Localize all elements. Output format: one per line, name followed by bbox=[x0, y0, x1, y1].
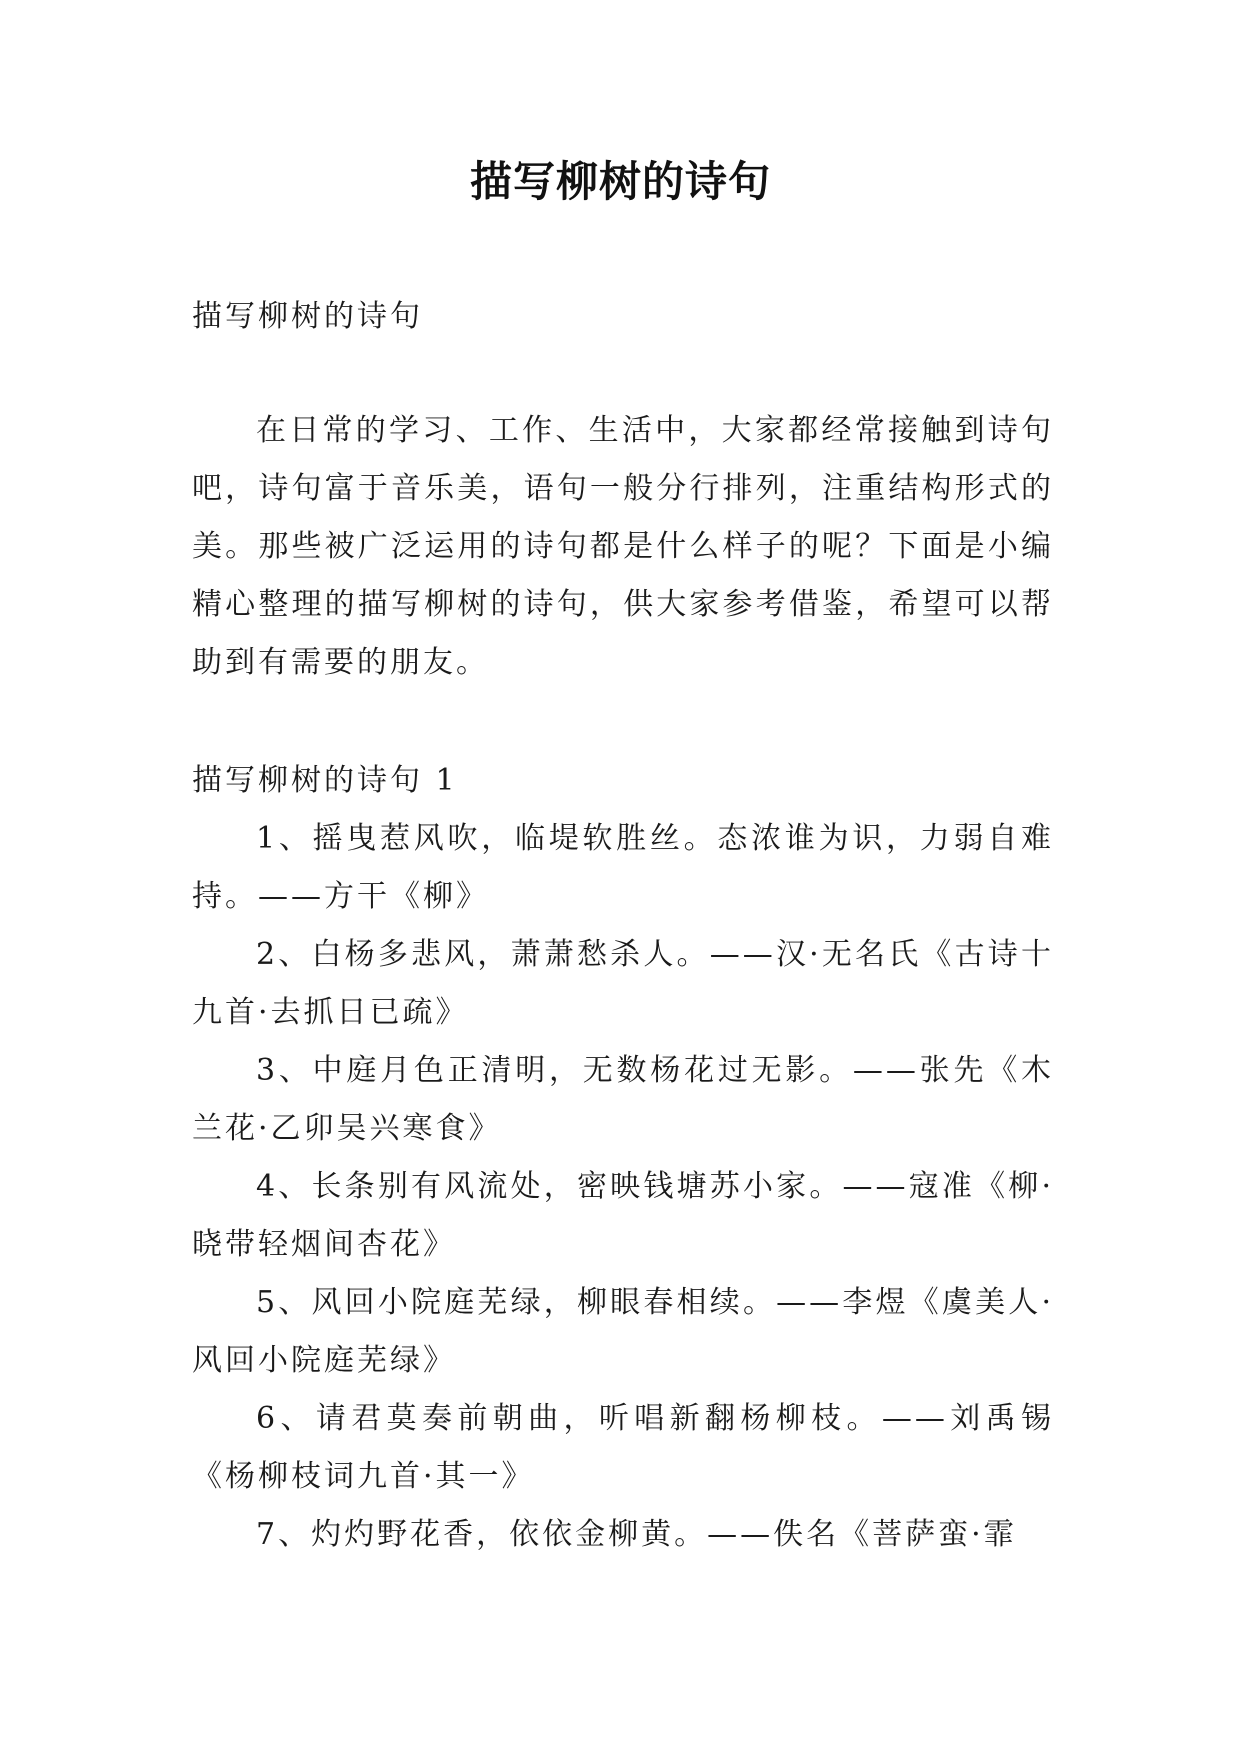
poem-item-4: 4、长条别有风流处，密映钱塘苏小家。——寇准《柳·晓带轻烟间杏花》 bbox=[192, 1169, 1054, 1262]
poem-item-2: 2、白杨多悲风，萧萧愁杀人。——汉·无名氏《古诗十九首·去抓日已疏》 bbox=[192, 937, 1054, 1030]
document-title: 描写柳树的诗句 bbox=[469, 157, 771, 206]
poem-item-1: 1、摇曳惹风吹，临堤软胜丝。态浓谁为识，力弱自难持。——方干《柳》 bbox=[192, 821, 1054, 914]
poem-item-6: 6、请君莫奏前朝曲，听唱新翻杨柳枝。——刘禹锡《杨柳枝词九首·其一》 bbox=[192, 1401, 1054, 1494]
intro-paragraph: 在日常的学习、工作、生活中，大家都经常接触到诗句吧，诗句富于音乐美，语句一般分行排列，注重结构形式的美。那些被广泛运用的诗句都是什么样子的呢？下面是小编精心整理的描写柳树的诗句，供大家参考借鉴，希望可以帮助到有需要的朋友。 bbox=[192, 413, 1054, 680]
section-heading: 描写柳树的诗句 1 bbox=[192, 763, 458, 798]
document-subtitle: 描写柳树的诗句 bbox=[192, 299, 423, 334]
poem-item-5: 5、风回小院庭芜绿，柳眼春相续。——李煜《虞美人·风回小院庭芜绿》 bbox=[192, 1285, 1054, 1378]
poem-item-3: 3、中庭月色正清明，无数杨花过无影。——张先《木兰花·乙卯吴兴寒食》 bbox=[192, 1053, 1054, 1146]
poem-item-7: 7、灼灼野花香，依依金柳黄。——佚名《菩萨蛮·霏 bbox=[256, 1517, 1017, 1552]
poem-list bbox=[192, 810, 1054, 1564]
